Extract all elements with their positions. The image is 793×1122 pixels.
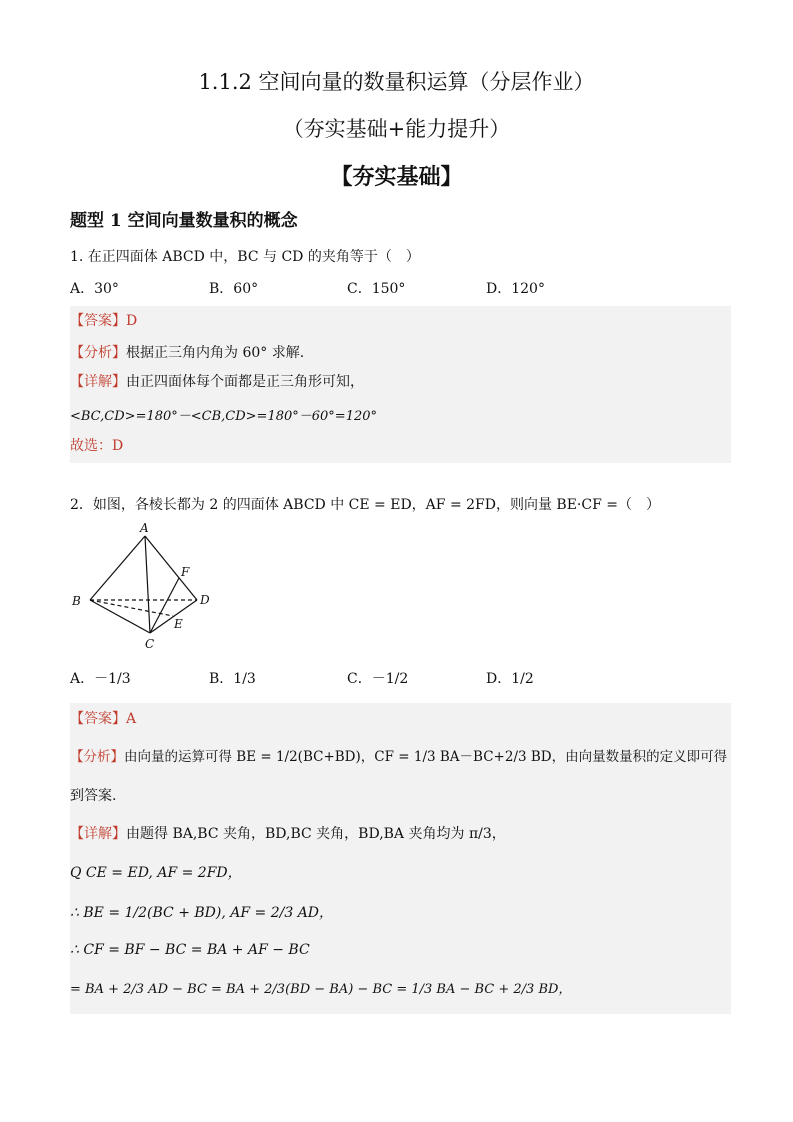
q1-analysis-tag: 【分析】 (70, 345, 126, 361)
q1-choice: 故选：D (70, 438, 124, 454)
q2-stem: 2．如图，各棱长都为 2 的四面体 ABCD 中 CE = ED，AF = 2FD，则向量 BE·CF =（ ） (70, 497, 660, 513)
vertex-label-b: B (72, 594, 81, 608)
vertex-label-d: D (200, 593, 210, 607)
topic-heading: 题型 1 空间向量数量积的概念 (70, 211, 298, 231)
q2-detail-tag: 【详解】 (70, 826, 126, 842)
q1-option-b: B．60° (209, 281, 259, 297)
q2-step-2: ∴ BE = 1/2(BC + BD), AF = 2/3 AD， (70, 905, 334, 921)
q2-detail: 由题得 BA,BC 夹角，BD,BC 夹角，BD,BA 夹角均为 π/3， (126, 826, 506, 842)
q2-step-4: = BA + 2/3 AD − BC = BA + 2/3(BD − BA) − BC = 1/3 BA − BC + 2/3 BD， (70, 982, 572, 997)
edge-ac (145, 536, 150, 633)
page-subtitle: （夯实基础+能力提升） (282, 117, 511, 141)
q2-answer: A (126, 711, 137, 727)
q2-option-c: C．－1/2 (347, 671, 409, 687)
page-title: 1.1.2 空间向量的数量积运算（分层作业） (198, 70, 595, 94)
q2-option-d: D．1/2 (486, 671, 534, 687)
q2-analysis-cont: 到答案. (70, 788, 117, 804)
edge-bc (90, 600, 150, 633)
q1-answer-tag: 【答案】 (70, 313, 126, 329)
point-label-f: F (181, 565, 190, 579)
q1-option-a: A．30° (70, 281, 119, 297)
q1-analysis: 根据正三角内角为 60° 求解. (126, 345, 305, 361)
segment-be (90, 600, 173, 616)
vertex-label-a: A (140, 521, 149, 535)
q1-stem: 1. 在正四面体 ABCD 中，BC 与 CD 的夹角等于（ ） (70, 249, 420, 265)
q2-answer-tag: 【答案】 (70, 711, 126, 727)
section-title: 【夯实基础】 (330, 164, 463, 190)
q2-option-b: B．1/3 (209, 671, 256, 687)
q1-detail: 由正四面体每个面都是正三角形可知， (126, 374, 364, 390)
q2-step-1: Q CE = ED, AF = 2FD， (70, 865, 242, 881)
q2-option-a: A．－1/3 (70, 671, 131, 687)
q2-analysis: 由向量的运算可得 BE = 1/2(BC+BD)，CF = 1/3 BA－BC+2/3 BD，由向量数量积的定义即可得 (124, 749, 728, 765)
q1-detail-tag: 【详解】 (70, 374, 126, 390)
q1-answer: D (126, 313, 138, 329)
q1-option-c: C．150° (347, 281, 406, 297)
q2-step-3: ∴ CF = BF − BC = BA + AF − BC (70, 942, 310, 958)
q1-option-d: D．120° (486, 281, 545, 297)
edge-ab (90, 536, 145, 600)
point-label-e: E (174, 617, 183, 631)
vertex-label-c: C (145, 637, 155, 651)
q1-formula: <BC,CD>=180°－<CB,CD>=180°－60°=120° (70, 409, 378, 424)
tetrahedron-figure (60, 518, 230, 653)
q2-analysis-tag: 【分析】 (70, 749, 124, 765)
